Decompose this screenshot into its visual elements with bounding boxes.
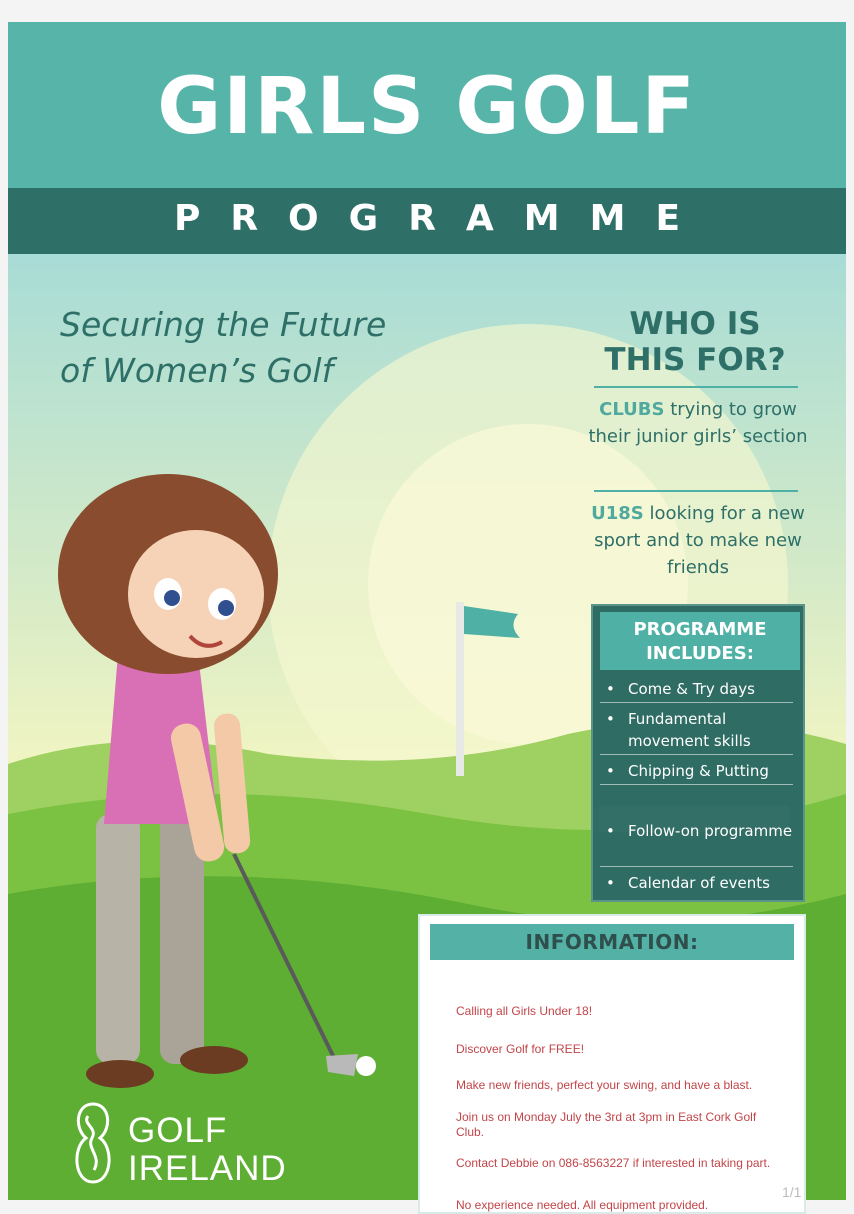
bullet-icon: • [606, 822, 615, 840]
info-line: Discover Golf for FREE! [456, 1042, 585, 1056]
includes-item [600, 820, 800, 842]
tagline-line-2: of Women’s Golf [60, 351, 334, 390]
includes-heading-line-1: PROGRAMME [633, 619, 767, 640]
logo-line-2: IRELAND [128, 1149, 287, 1188]
girl-shoe-right [180, 1046, 248, 1074]
u18-paragraph [588, 500, 808, 581]
includes-divider [600, 702, 793, 703]
information-box [418, 914, 806, 1214]
info-line: No experience needed. All equipment provided. [456, 1198, 709, 1212]
flag-pole [456, 602, 464, 776]
programme-includes-box [591, 604, 805, 902]
poster [8, 22, 846, 1212]
includes-divider [600, 784, 793, 785]
who-divider-1 [594, 386, 798, 388]
info-line: Contact Debbie on 086-8563227 if interested in taking part. [456, 1156, 771, 1170]
info-line: Join us on Monday July the 3rd at 3pm in East Cork Golf Club. [456, 1110, 757, 1139]
includes-item-text: Fundamental movement skills [628, 710, 751, 750]
includes-item [600, 872, 800, 894]
includes-item-text: Chipping & Putting [628, 762, 769, 780]
bullet-icon: • [606, 762, 615, 780]
includes-item-text: Calendar of events [628, 874, 770, 892]
girl-leg-left [96, 814, 140, 1064]
girl-face [128, 530, 264, 658]
girl-pupil-left [164, 590, 180, 606]
who-heading-line-2: THIS FOR? [604, 342, 786, 378]
information-heading: INFORMATION: [430, 924, 794, 960]
tagline [60, 302, 480, 394]
poster-subtitle: PROGRAMME [173, 198, 711, 239]
golf-ireland-logo-icon [68, 1098, 118, 1188]
u18-text: looking for a new sport and to make new friends [594, 503, 805, 578]
who-divider-2 [594, 490, 798, 492]
who-heading [580, 306, 810, 378]
info-line: Calling all Girls Under 18! [456, 1004, 593, 1018]
bullet-icon: • [606, 710, 615, 728]
tagline-line-1: Securing the Future [60, 305, 387, 344]
clubs-keyword: CLUBS [599, 399, 665, 420]
poster-title: GIRLS GOLF [157, 62, 697, 152]
bullet-icon: • [606, 680, 615, 698]
who-heading-line-1: WHO IS [629, 306, 761, 342]
includes-item [600, 760, 800, 782]
info-line: Make new friends, perfect your swing, and have a blast. [456, 1078, 753, 1092]
includes-divider [600, 866, 793, 867]
u18-keyword: U18S [591, 503, 644, 524]
includes-item [600, 678, 800, 700]
includes-heading [600, 612, 800, 670]
includes-item [600, 708, 800, 752]
page-indicator: 1/1 [782, 1184, 802, 1200]
includes-item-text: Come & Try days [628, 680, 755, 698]
girl-shoe-left [86, 1060, 154, 1088]
includes-divider [600, 754, 793, 755]
golf-ireland-logo-text [128, 1112, 287, 1188]
clubs-text: trying to grow their junior girls’ section [588, 399, 808, 447]
clubs-paragraph [588, 396, 808, 450]
girl-pupil-right [218, 600, 234, 616]
bullet-icon: • [606, 874, 615, 892]
includes-heading-line-2: INCLUDES: [646, 643, 754, 664]
logo-line-1: GOLF [128, 1111, 228, 1150]
golf-ball [356, 1056, 376, 1076]
includes-item-text: Follow-on programme [628, 822, 793, 840]
